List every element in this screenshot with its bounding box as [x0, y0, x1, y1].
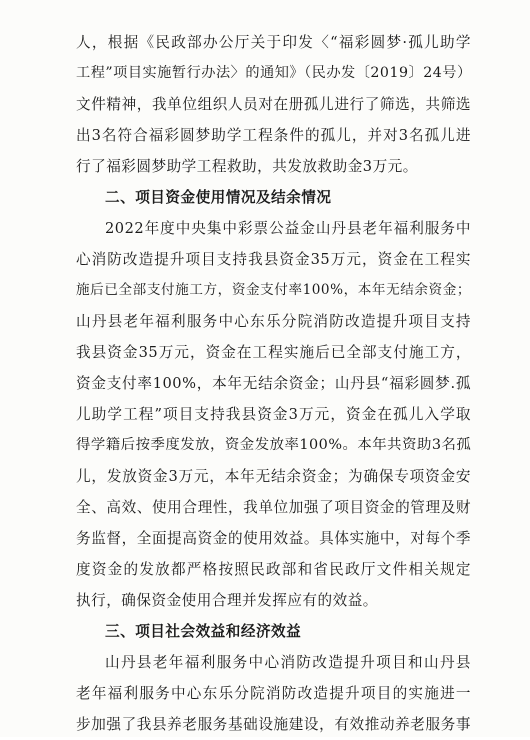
body-line: 儿助学工程”项目支持我县资金3万元，资金在孤儿入学取 [76, 406, 471, 423]
body-line: 步加强了我县养老服务基础设施建设，有效推动养老服务事 [76, 716, 471, 733]
body-line: 全、高效、使用合理性，我单位加强了项目资金的管理及财 [76, 499, 471, 516]
body-line: 施后已全部支付施工方，资金支付率100%，本年无结余资金； [76, 282, 471, 298]
body-line: 山丹县老年福利服务中心东乐分院消防改造提升项目支持 [76, 313, 471, 330]
body-line: 老年福利服务中心东乐分院消防改造提升项目的实施进一 [76, 685, 471, 702]
body-line: 山丹县老年福利服务中心消防改造提升项目和山丹县 [105, 654, 471, 671]
body-line: 资金支付率100%，本年无结余资金；山丹县“福彩圆梦.孤 [76, 375, 471, 392]
body-line: 务监督，全面提高资金的使用效益。具体实施中，对每个季 [76, 530, 471, 547]
body-line: 我县资金35万元，资金在工程实施后已全部支付施工方， [76, 344, 471, 361]
body-line: 儿，发放资金3万元，本年无结余资金；为确保专项资金安 [76, 468, 471, 485]
section-heading-benefits: 三、项目社会效益和经济效益 [105, 623, 302, 640]
body-line: 执行，确保资金使用合理并发挥应有的效益。 [76, 592, 378, 609]
body-line: 文件精神，我单位组织人员对在册孤儿进行了筛选，共筛选 [76, 96, 471, 113]
body-line: 得学籍后按季度发放，资金发放率100%。本年共资助3名孤 [76, 437, 472, 453]
body-line: 心消防改造提升项目支持我县资金35万元，资金在工程实 [76, 251, 471, 268]
document-body [76, 27, 471, 740]
body-line: 度资金的发放都严格按照民政部和省民政厅文件相关规定 [76, 561, 471, 578]
section-heading-funds: 二、项目资金使用情况及结余情况 [105, 189, 332, 206]
body-line: 行了福彩圆梦助学工程救助，共发放救助金3万元。 [76, 158, 418, 175]
body-line: 人，根据《民政部办公厅关于印发〈“福彩圆梦·孤儿助学 [76, 34, 471, 51]
body-line: 工程”项目实施暂行办法〉的通知》（民办发〔2019〕24号） [76, 65, 472, 81]
body-line: 2022年度中央集中彩票公益金山丹县老年福利服务中 [105, 220, 471, 237]
body-line: 出3名符合福彩圆梦助学工程条件的孤儿，并对3名孤儿进 [76, 127, 471, 144]
